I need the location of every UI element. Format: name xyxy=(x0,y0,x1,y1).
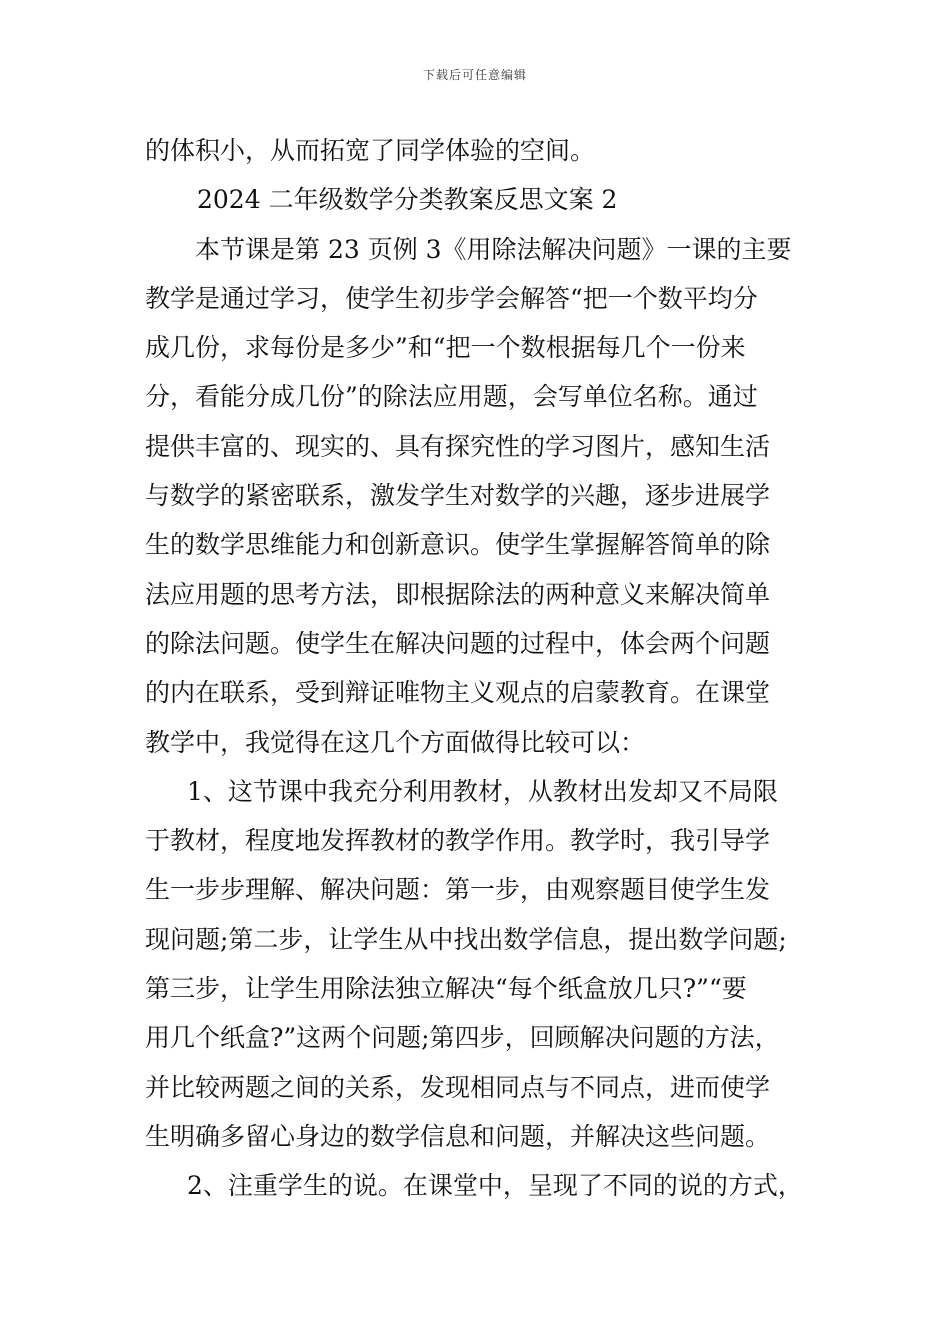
body-line: 第三步，让学生用除法独立解决“每个纸盒放几只?”“要 xyxy=(145,974,747,1004)
body-line: 1、这节课中我充分利用教材，从教材出发却又不局限 xyxy=(187,776,778,806)
body-line: 并比较两题之间的关系，发现相同点与不同点，进而使学 xyxy=(145,1072,771,1102)
body-line: 的体积小，从而拓宽了同学体验的空间。 xyxy=(145,136,596,165)
body-line: 本节课是第 23 页例 3《用除法解决问题》一课的主要 xyxy=(195,234,792,264)
body-line: 教学中，我觉得在这几个方面做得比较可以： xyxy=(145,727,646,757)
body-line: 生的数学思维能力和创新意识。使学生掌握解答简单的除 xyxy=(145,530,771,560)
body-line: 2、注重学生的说。在课堂中，呈现了不同的说的方式， xyxy=(187,1171,803,1201)
section-title: 2024 二年级数学分类教案反思文案 2 xyxy=(197,185,618,215)
body-line: 法应用题的思考方法，即根据除法的两种意义来解决简单 xyxy=(145,579,771,609)
body-line: 用几个纸盒?”这两个问题;第四步，回顾解决问题的方法， xyxy=(145,1023,780,1053)
body-line: 的内在联系，受到辩证唯物主义观点的启蒙教育。在课堂 xyxy=(145,678,771,708)
body-line: 于教材，程度地发挥教材的教学作用。教学时，我引导学 xyxy=(145,826,771,856)
body-line: 提供丰富的、现实的、具有探究性的学习图片，感知生活 xyxy=(145,431,771,461)
body-line: 现问题;第二步，让学生从中找出数学信息，提出数学问题; xyxy=(145,924,787,954)
body-line: 生一步步理解、解决问题：第一步，由观察题目使学生发 xyxy=(145,875,771,905)
document-body xyxy=(145,126,825,1211)
body-line: 的除法问题。使学生在解决问题的过程中，体会两个问题 xyxy=(145,628,771,658)
body-line: 生明确多留心身边的数学信息和问题，并解决这些问题。 xyxy=(145,1121,771,1151)
body-line: 教学是通过学习，使学生初步学会解答“把一个数平均分 xyxy=(145,283,758,313)
body-line: 成几份，求每份是多少”和“把一个数根据每几个一份来 xyxy=(145,333,746,363)
body-line: 分，看能分成几份”的除法应用题，会写单位名称。通过 xyxy=(145,382,758,412)
page-header-note: 下载后可任意编辑 xyxy=(422,68,527,82)
body-line: 与数学的紧密联系，激发学生对数学的兴趣，逐步进展学 xyxy=(145,481,771,511)
